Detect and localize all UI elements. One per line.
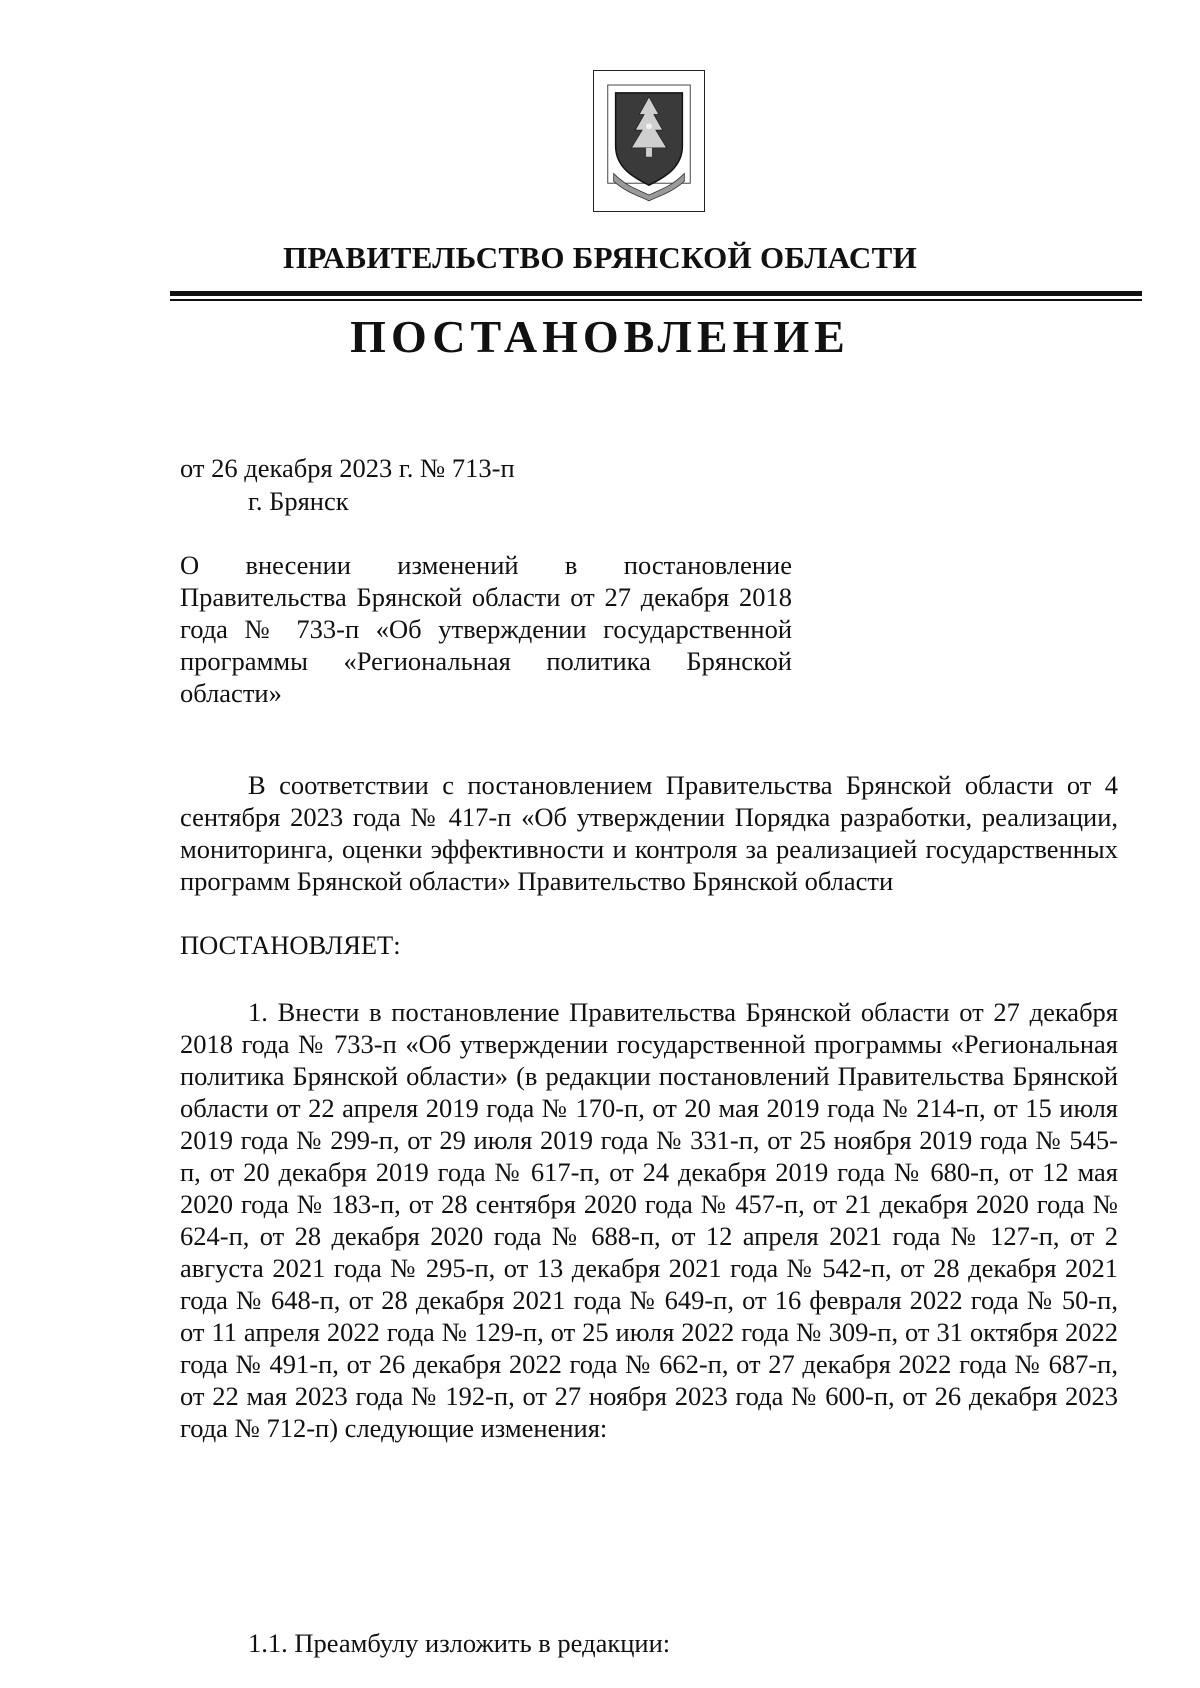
- date-and-number: от 26 декабря 2023 г. № 713-п: [180, 453, 515, 483]
- item-1-paragraph: 1. Внести в постановление Правительства Брянской области от 27 декабря 2018 года № 733-п «Об утверждении государственной программы «Региональная политика Брянской области» (в редакции постановлений Правительства Брянской области от 22 апреля 2019 года № 170-п, от 20 мая 2019 года № 214-п, от 15 июля 2019 года № 299-п, от 29 июля 2019 года № 331-п, от 25 ноября 2019 года № 545-п, от 20 декабря 2019 года № 617-п, от 24 декабря 2019 года № 680-п, от 12 мая 2020 года № 183-п, от 28 сентября 2020 года № 457-п, от 21 декабря 2020 года № 624-п, от 28 декабря 2020 года № 688-п, от 12 апреля 2021 года № 127-п, от 2 августа 2021 года № 295-п, от 13 декабря 2021 года № 542-п, от 28 декабря 2021 года № 648-п, от 28 декабря 2021 года № 649-п, от 16 февраля 2022 года № 50-п, от 11 апреля 2022 года № 129-п, от 25 июля 2022 года № 309-п, от 31 октября 2022 года № 491-п, от 26 декабря 2022 года № 662-п, от 27 декабря 2022 года № 687-п, от 22 мая 2023 года № 192-п, от 27 ноября 2023 года № 600-п, от 26 декабря 2023 года № 712-п) следующие изменения:: [180, 997, 1118, 1443]
- resolves-word: ПОСТАНОВЛЯЕТ:: [180, 930, 401, 960]
- header-divider-thick: [170, 291, 1142, 296]
- document-subject: О внесении изменений в постановление Правительства Брянской области от 27 декабря 2018 года № 733-п «Об утверждении государственной программы «Региональная политика Брянской области»: [180, 550, 792, 708]
- preamble-paragraph: В соответствии с постановлением Правительства Брянской области от 4 сентября 2023 года № 417-п «Об утверждении Порядка разработки, реализации, мониторинга, оценки эффективности и контроля за реализацией государственных программ Брянской области» Правительство Брянской области: [180, 770, 1118, 896]
- government-name: ПРАВИТЕЛЬСТВО БРЯНСКОЙ ОБЛАСТИ: [282, 240, 918, 275]
- item-1-1-paragraph: 1.1. Преамбулу изложить в редакции:: [248, 1628, 671, 1658]
- coat-of-arms-drawing: [594, 71, 704, 211]
- city: г. Брянск: [248, 486, 349, 516]
- document-type-title: ПОСТАНОВЛЕНИЕ: [350, 311, 850, 362]
- bryansk-region-coat-of-arms-icon: [593, 70, 705, 212]
- header-divider-thin: [170, 299, 1142, 301]
